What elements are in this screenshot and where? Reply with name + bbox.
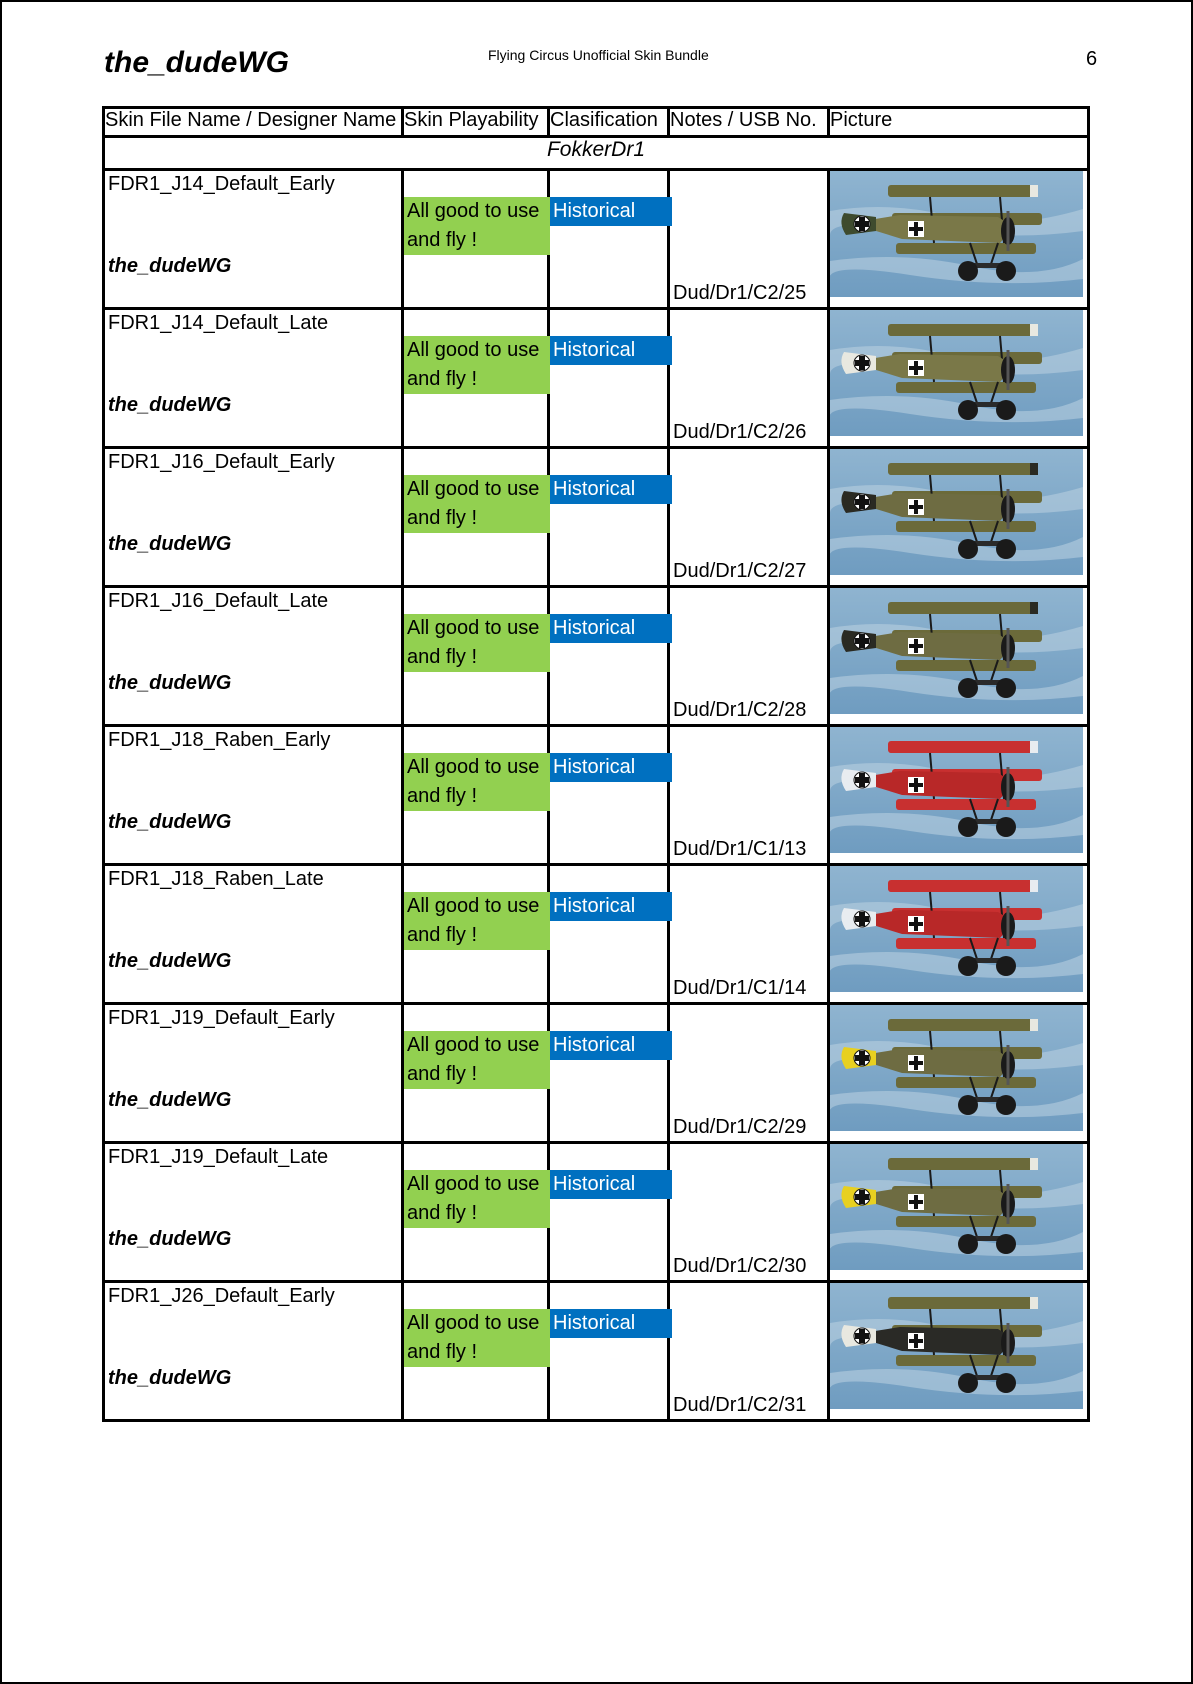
designer-name: the_dudeWG — [108, 811, 232, 833]
playability-cell — [403, 865, 549, 1004]
usb-number: Dud/Dr1/C1/13 — [673, 838, 807, 860]
playability-badge: All good to use and fly ! — [404, 614, 550, 672]
playability-badge: All good to use and fly ! — [404, 753, 550, 811]
playability-badge: All good to use and fly ! — [404, 197, 550, 255]
file-cell — [104, 1004, 403, 1143]
file-cell — [104, 587, 403, 726]
aircraft-picture — [830, 310, 1083, 436]
designer-name: the_dudeWG — [108, 950, 232, 972]
notes-cell — [669, 1143, 829, 1282]
file-cell — [104, 1143, 403, 1282]
picture-cell — [829, 587, 1089, 726]
classification-badge: Historical — [550, 336, 672, 365]
file-cell — [104, 865, 403, 1004]
classification-cell — [549, 726, 669, 865]
skin-file-name: FDR1_J16_Default_Late — [108, 590, 329, 612]
file-cell — [104, 448, 403, 587]
column-header-classification: Clasification — [549, 108, 669, 137]
column-header-picture: Picture — [829, 108, 1089, 137]
skin-file-name: FDR1_J18_Raben_Late — [108, 868, 324, 890]
classification-badge: Historical — [550, 1309, 672, 1338]
classification-badge: Historical — [550, 1031, 672, 1060]
designer-name: the_dudeWG — [108, 533, 232, 555]
skin-file-name: FDR1_J18_Raben_Early — [108, 729, 331, 751]
notes-cell — [669, 726, 829, 865]
notes-cell — [669, 587, 829, 726]
skin-file-name: FDR1_J14_Default_Early — [108, 173, 335, 195]
aircraft-picture — [830, 1005, 1083, 1131]
aircraft-picture — [830, 588, 1083, 714]
classification-badge: Historical — [550, 197, 672, 226]
usb-number: Dud/Dr1/C1/14 — [673, 977, 807, 999]
playability-cell — [403, 1143, 549, 1282]
picture-cell — [829, 1282, 1089, 1421]
playability-badge: All good to use and fly ! — [404, 336, 550, 394]
playability-cell — [403, 587, 549, 726]
table-row — [104, 1143, 1089, 1282]
designer-name: the_dudeWG — [108, 394, 232, 416]
playability-cell — [403, 1282, 549, 1421]
playability-cell — [403, 726, 549, 865]
section-title: FokkerDr1 — [104, 137, 1089, 170]
playability-cell — [403, 1004, 549, 1143]
designer-name: the_dudeWG — [108, 255, 232, 277]
picture-cell — [829, 865, 1089, 1004]
classification-cell — [549, 1004, 669, 1143]
notes-cell — [669, 448, 829, 587]
aircraft-picture — [830, 1283, 1083, 1409]
notes-cell — [669, 1004, 829, 1143]
designer-name: the_dudeWG — [108, 1089, 232, 1111]
playability-cell — [403, 309, 549, 448]
classification-badge: Historical — [550, 1170, 672, 1199]
usb-number: Dud/Dr1/C2/27 — [673, 560, 807, 582]
column-header-file: Skin File Name / Designer Name — [104, 108, 403, 137]
notes-cell — [669, 170, 829, 309]
playability-badge: All good to use and fly ! — [404, 1031, 550, 1089]
playability-cell — [403, 170, 549, 309]
table-row — [104, 726, 1089, 865]
file-cell — [104, 309, 403, 448]
classification-cell — [549, 170, 669, 309]
playability-badge: All good to use and fly ! — [404, 1309, 550, 1367]
classification-cell — [549, 1282, 669, 1421]
usb-number: Dud/Dr1/C2/30 — [673, 1255, 807, 1277]
table-row — [104, 1004, 1089, 1143]
picture-cell — [829, 1004, 1089, 1143]
header-title: Flying Circus Unofficial Skin Bundle — [488, 47, 709, 63]
aircraft-picture — [830, 727, 1083, 853]
classification-badge: Historical — [550, 475, 672, 504]
classification-cell — [549, 587, 669, 726]
skin-table — [102, 106, 1090, 1422]
aircraft-picture — [830, 171, 1083, 297]
header-designer: the_dudeWG — [104, 46, 289, 79]
table-row — [104, 448, 1089, 587]
table-header-row — [104, 108, 1089, 137]
column-header-notes: Notes / USB No. — [669, 108, 829, 137]
aircraft-picture — [830, 866, 1083, 992]
classification-badge: Historical — [550, 614, 672, 643]
usb-number: Dud/Dr1/C2/28 — [673, 699, 807, 721]
classification-cell — [549, 309, 669, 448]
picture-cell — [829, 170, 1089, 309]
picture-cell — [829, 726, 1089, 865]
file-cell — [104, 726, 403, 865]
picture-cell — [829, 1143, 1089, 1282]
picture-cell — [829, 448, 1089, 587]
designer-name: the_dudeWG — [108, 1228, 232, 1250]
playability-cell — [403, 448, 549, 587]
table-row — [104, 1282, 1089, 1421]
usb-number: Dud/Dr1/C2/29 — [673, 1116, 807, 1138]
notes-cell — [669, 1282, 829, 1421]
column-header-playability: Skin Playability — [403, 108, 549, 137]
skin-file-name: FDR1_J26_Default_Early — [108, 1285, 335, 1307]
classification-cell — [549, 865, 669, 1004]
aircraft-picture — [830, 449, 1083, 575]
aircraft-picture — [830, 1144, 1083, 1270]
notes-cell — [669, 309, 829, 448]
designer-name: the_dudeWG — [108, 672, 232, 694]
page-number: 6 — [1086, 48, 1098, 70]
picture-cell — [829, 309, 1089, 448]
usb-number: Dud/Dr1/C2/26 — [673, 421, 807, 443]
usb-number: Dud/Dr1/C2/31 — [673, 1394, 807, 1416]
table-row — [104, 865, 1089, 1004]
table-row — [104, 309, 1089, 448]
usb-number: Dud/Dr1/C2/25 — [673, 282, 807, 304]
playability-badge: All good to use and fly ! — [404, 475, 550, 533]
classification-badge: Historical — [550, 753, 672, 782]
skin-file-name: FDR1_J19_Default_Late — [108, 1146, 329, 1168]
designer-name: the_dudeWG — [108, 1367, 232, 1389]
table-row — [104, 587, 1089, 726]
skin-file-name: FDR1_J16_Default_Early — [108, 451, 335, 473]
table-row — [104, 170, 1089, 309]
classification-cell — [549, 448, 669, 587]
classification-badge: Historical — [550, 892, 672, 921]
file-cell — [104, 170, 403, 309]
playability-badge: All good to use and fly ! — [404, 892, 550, 950]
file-cell — [104, 1282, 403, 1421]
notes-cell — [669, 865, 829, 1004]
skin-file-name: FDR1_J14_Default_Late — [108, 312, 329, 334]
playability-badge: All good to use and fly ! — [404, 1170, 550, 1228]
skin-file-name: FDR1_J19_Default_Early — [108, 1007, 335, 1029]
classification-cell — [549, 1143, 669, 1282]
